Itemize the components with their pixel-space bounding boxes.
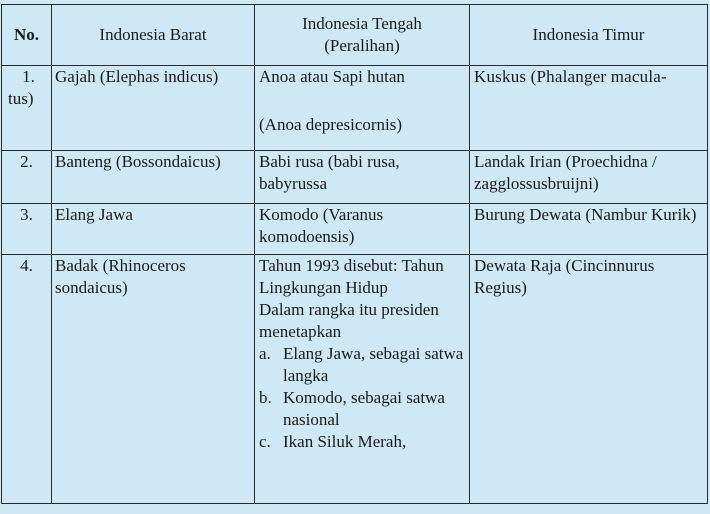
cell-timur: Dewata Raja (Cincinnurus Regius) (470, 255, 708, 504)
row-number: 3. (2, 204, 52, 255)
table-row (2, 66, 708, 151)
cell-tengah: Babi rusa (babi rusa, babyrussa (255, 151, 470, 204)
cell-tengah: Komodo (Varanus komodoensis) (255, 204, 470, 255)
header-indonesia-barat: Indonesia Barat (52, 5, 255, 66)
header-tengah-line2: (Peralihan) (324, 36, 400, 55)
list-item: b. Komodo, sebagai satwa nasional (259, 388, 445, 429)
row-number: 4. (2, 255, 52, 504)
header-indonesia-tengah (255, 5, 470, 66)
cell-tengah-paragraph: Dalam rangka itu presiden menetapkan (259, 300, 439, 341)
table-row (2, 255, 708, 504)
table-row (2, 151, 708, 204)
cell-tengah-intro: Tahun 1993 disebut: Tahun Lingkungan Hidup (259, 256, 444, 297)
cell-tengah-line2: (Anoa depresicornis) (259, 115, 403, 134)
cell-barat: Elang Jawa (52, 204, 255, 255)
cell-barat: Gajah (Elephas indicus) (52, 66, 255, 151)
header-row (2, 5, 708, 66)
cell-tengah (255, 66, 470, 151)
cell-barat: Banteng (Bossondaicus) (52, 151, 255, 204)
header-indonesia-timur: Indonesia Timur (470, 5, 708, 66)
row-number: 2. (2, 151, 52, 204)
row-1-continuation: tus) (8, 89, 34, 108)
fauna-table (1, 4, 708, 504)
list-item: a. Elang Jawa, sebagai satwa langka (259, 344, 464, 385)
cell-timur: Landak Irian (Proechidna / zagglossusbruijni) (470, 151, 708, 204)
cell-tengah-line1: Anoa atau Sapi hutan (259, 67, 405, 86)
row-number: 1. tus) (2, 66, 52, 151)
table-row (2, 204, 708, 255)
cell-barat: Badak (Rhinoceros sondaicus) (52, 255, 255, 504)
cell-tengah (255, 255, 470, 504)
cell-timur: Kuskus (Phalanger macula- (470, 66, 708, 151)
cell-timur: Burung Dewata (Nambur Kurik) (470, 204, 708, 255)
designation-list (259, 343, 465, 453)
header-tengah-line1: Indonesia Tengah (302, 14, 422, 33)
header-no: No. (2, 5, 52, 66)
list-item: c. Ikan Siluk Merah, (259, 432, 407, 451)
